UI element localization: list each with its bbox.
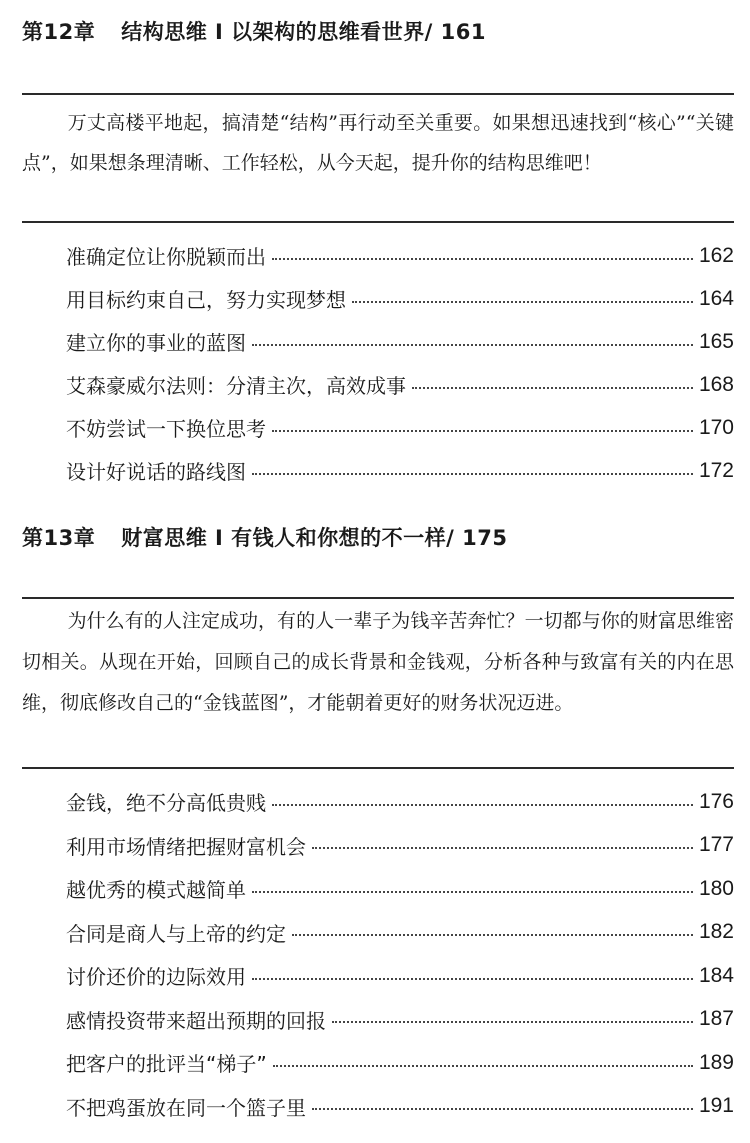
toc-entry[interactable] <box>66 867 734 911</box>
toc-entry[interactable] <box>66 954 734 998</box>
toc-entry-title: 建立你的事业的蓝图 <box>66 331 246 355</box>
toc-entry-title: 不把鸡蛋放在同一个篮子里 <box>66 1095 306 1120</box>
toc-entry[interactable] <box>66 449 734 492</box>
chapter-intro <box>22 597 734 769</box>
toc-entry-page: 184 <box>698 963 734 987</box>
toc-entry-title: 利用市场情绪把握财富机会 <box>66 834 306 859</box>
toc-entry-page: 168 <box>698 372 734 396</box>
dot-leader <box>332 1021 693 1023</box>
toc-entry[interactable] <box>66 234 734 277</box>
toc-entry-page: 164 <box>698 286 734 310</box>
chapter-label: 第12章 <box>22 20 96 44</box>
toc-entry[interactable] <box>66 406 734 449</box>
chapter-intro <box>22 93 734 223</box>
dot-leader <box>312 847 693 849</box>
toc-entry-title: 准确定位让你脱颖而出 <box>66 245 266 269</box>
toc-entry-title: 金钱，绝不分高低贵贱 <box>66 791 266 816</box>
toc-entry-page: 165 <box>698 329 734 353</box>
chapter-label: 第13章 <box>22 526 96 550</box>
toc-entry-page: 187 <box>698 1007 734 1031</box>
toc-entry-page: 180 <box>698 876 734 900</box>
toc-entry-page: 162 <box>698 243 734 267</box>
toc-entry[interactable] <box>66 911 734 955</box>
chapter-title: 结构思维 I 以架构的思维看世界/ 161 <box>121 20 486 44</box>
intro-text: 万丈高楼平地起，搞清楚“结构”再行动至关重要。如果想迅速找到“核心”“关键点”，如果想条理清晰、工作轻松，从今天起，提升你的结构思维吧！ <box>22 112 734 174</box>
toc-entry[interactable] <box>66 998 734 1042</box>
toc-entry-title: 把客户的批评当“梯子” <box>66 1052 267 1077</box>
toc-entry-title: 不妨尝试一下换位思考 <box>66 417 266 441</box>
toc-list <box>66 780 734 1128</box>
toc-entry[interactable] <box>66 277 734 320</box>
toc-entry[interactable] <box>66 320 734 363</box>
toc-entry-title: 艾森豪威尔法则：分清主次，高效成事 <box>66 374 406 398</box>
chapter-heading <box>22 522 508 552</box>
toc-entry[interactable] <box>66 780 734 824</box>
toc-entry-title: 用目标约束自己，努力实现梦想 <box>66 288 346 312</box>
toc-entry[interactable] <box>66 824 734 868</box>
dot-leader <box>412 387 693 389</box>
dot-leader <box>252 978 693 980</box>
chapter-title: 财富思维 I 有钱人和你想的不一样/ 175 <box>121 526 508 550</box>
toc-entry-title: 越优秀的模式越简单 <box>66 878 246 903</box>
toc-entry-title: 合同是商人与上帝的约定 <box>66 921 286 946</box>
toc-list <box>66 234 734 492</box>
dot-leader <box>312 1108 693 1110</box>
intro-text: 为什么有的人注定成功，有的人一辈子为钱辛苦奔忙？一切都与你的财富思维密切相关。从现在开始，回顾自己的成长背景和金钱观，分析各种与致富有关的内在思维，彻底修改自己的“金钱蓝图”，才能朝着更好的财务状况迈进。 <box>22 610 734 714</box>
toc-entry-page: 191 <box>698 1094 734 1118</box>
dot-leader <box>252 473 693 475</box>
toc-entry-title: 感情投资带来超出预期的回报 <box>66 1008 326 1033</box>
chapter-heading <box>22 16 486 46</box>
dot-leader <box>352 301 693 303</box>
toc-entry[interactable] <box>66 363 734 406</box>
toc-entry-page: 176 <box>698 789 734 813</box>
dot-leader <box>252 344 693 346</box>
toc-entry-page: 189 <box>698 1050 734 1074</box>
toc-entry-page: 170 <box>698 415 734 439</box>
toc-entry[interactable] <box>66 1041 734 1085</box>
toc-entry-page: 177 <box>698 833 734 857</box>
dot-leader <box>273 1065 693 1067</box>
toc-entry-page: 172 <box>698 458 734 482</box>
dot-leader <box>272 430 693 432</box>
toc-entry-page: 182 <box>698 920 734 944</box>
dot-leader <box>252 891 693 893</box>
dot-leader <box>272 804 693 806</box>
dot-leader <box>292 934 693 936</box>
toc-entry[interactable] <box>66 1085 734 1129</box>
toc-entry-title: 设计好说话的路线图 <box>66 460 246 484</box>
dot-leader <box>272 258 693 260</box>
toc-entry-title: 讨价还价的边际效用 <box>66 965 246 990</box>
